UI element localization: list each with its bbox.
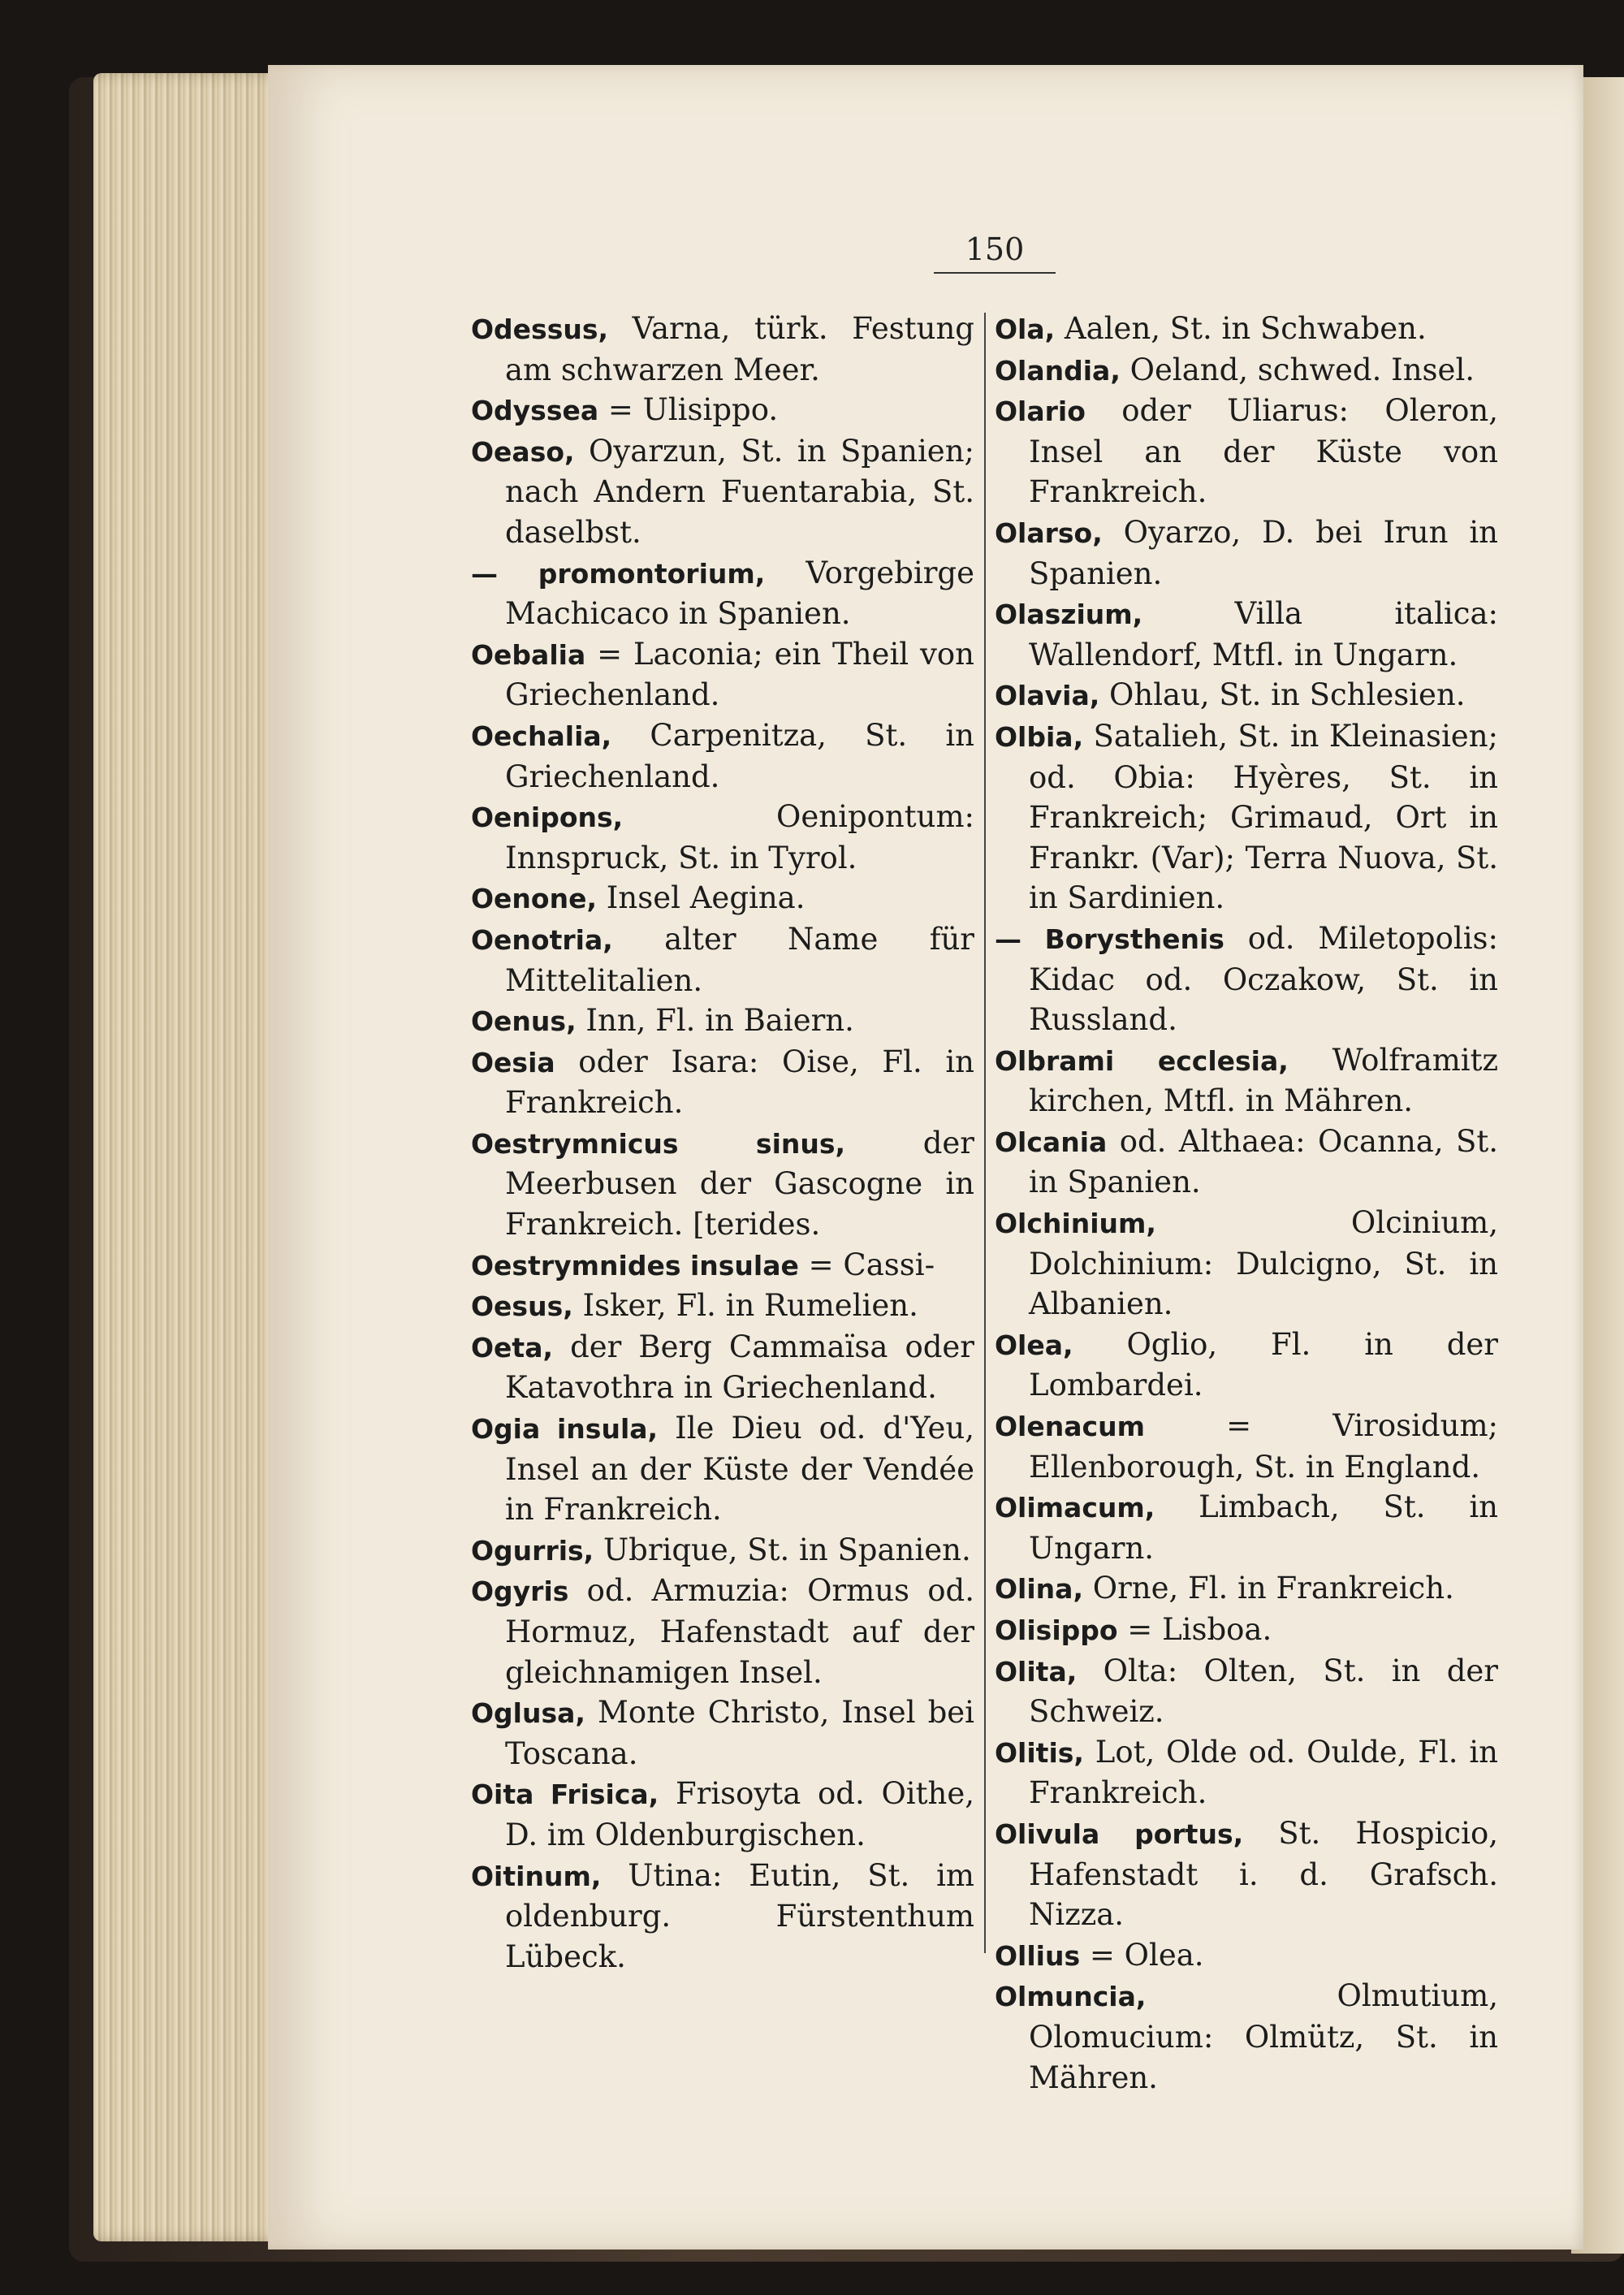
entry-headword: Olita, [995,1655,1078,1688]
entry-definition: Utina: Eutin, St. im oldenburg. Fürstenthum Lübeck. [505,1857,974,1974]
entry-definition: Olcinium, Dolchinium: Dulcigno, St. in Albanien. [1029,1205,1498,1322]
entry-headword: Odessus, [471,313,609,345]
dictionary-entry [471,1530,974,1571]
dictionary-entry [471,1571,974,1692]
entry-definition: Monte Christo, Insel bei Toscana. [505,1695,974,1771]
entry-headword: Oechalia, [471,720,612,752]
entry-definition: oder Isara: Oise, Fl. in Frankreich. [505,1044,974,1121]
entry-definition: Olta: Olten, St. in der Schweiz. [1029,1653,1498,1730]
dictionary-entry [995,1651,1498,1732]
dictionary-entry [471,878,974,919]
entry-headword: Olavia, [995,680,1100,712]
entry-definition: der Berg Cammaïsa oder Katavothra in Griechenland. [505,1329,974,1406]
entry-definition: = Virosidum; Ellenborough, St. in England. [1029,1408,1498,1485]
entry-headword: — Borysthenis [995,923,1224,955]
dictionary-entry [471,1774,974,1855]
dictionary-entry [995,391,1498,512]
dictionary-entry [471,1042,974,1123]
entry-definition: der Meerbusen der Gascogne in Frankreich. [terides. [505,1125,974,1243]
dictionary-entry [995,1568,1498,1610]
dictionary-entry [471,1286,974,1327]
entry-definition: = Laconia; ein Theil von Griechenland. [505,636,974,713]
dictionary-entry [995,309,1498,350]
entry-headword: Ogia insula, [471,1413,659,1446]
dictionary-entry [995,1976,1498,2098]
entry-definition: Isker, Fl. in Rumelien. [572,1288,918,1324]
entry-definition: Varna, türk. Festung am schwarzen Meer. [505,311,974,387]
entry-definition: = Cassi- [798,1247,935,1282]
dictionary-entry [471,1327,974,1408]
entry-definition: oder Uliarus: Oleron, Insel an der Küste von Frankreich. [1029,393,1498,510]
right-column [995,309,1498,2098]
dictionary-entry [995,1813,1498,1935]
entry-headword: Oitinum, [471,1860,602,1892]
entry-headword: Ollius [995,1939,1081,1972]
page-number-rule [934,272,1056,274]
entry-definition: Ubrique, St. in Spanien. [594,1532,971,1567]
dictionary-entry [995,512,1498,594]
dictionary-entry [995,350,1498,391]
dictionary-entry [471,1245,974,1286]
entry-headword: Ogyris [471,1575,569,1608]
entry-definition: Insel Aegina. [597,880,806,916]
dictionary-entry [995,1487,1498,1568]
dictionary-entry [471,309,974,390]
dictionary-entry [471,390,974,431]
entry-definition: od. Armuzia: Ormus od. Hormuz, Hafenstadt auf der gleichnamigen Insel. [505,1573,974,1690]
entry-headword: Olchinium, [995,1208,1156,1240]
entry-headword: Olimacum, [995,1492,1155,1524]
dictionary-entry [995,1122,1498,1203]
dictionary-entry [995,1203,1498,1325]
entry-definition: = Olea. [1080,1937,1204,1973]
entry-definition: od. Althaea: Ocanna, St. in Spanien. [1029,1123,1498,1200]
entry-headword: Olbia, [995,720,1084,753]
dictionary-entry [995,594,1498,675]
column-divider [984,313,986,1953]
entry-definition: Orne, Fl. in Frankreich. [1082,1571,1454,1606]
dictionary-entry [995,716,1498,918]
entry-definition: Ohlau, St. in Schlesien. [1099,677,1466,713]
entry-headword: Olitis, [995,1736,1084,1769]
dictionary-entry [471,797,974,878]
entry-definition: Wolframitz kirchen, Mtfl. in Mähren. [1029,1042,1498,1119]
dictionary-entry [995,1732,1498,1813]
entry-definition: Olmutium, Olomucium: Olmütz, St. in Mähren. [1029,1978,1498,2095]
entry-definition: Oglio, Fl. in der Lombardei. [1029,1326,1498,1403]
entry-definition: Ile Dieu od. d'Yeu, Insel an der Küste der Vendée in Frankreich. [505,1411,974,1528]
entry-definition: od. Miletopolis: Kidac od. Oczakow, St. in Russland. [1029,920,1498,1038]
entry-headword: Ogurris, [471,1534,594,1567]
dictionary-entry [995,1040,1498,1122]
dictionary-entry [471,634,974,715]
entry-definition: = Lisboa. [1117,1612,1272,1647]
entry-headword: Olina, [995,1573,1083,1606]
entry-headword: Olarso, [995,516,1103,549]
entry-headword: Oenotria, [471,923,613,956]
left-column [471,309,974,1977]
dictionary-entry [471,715,974,797]
entry-headword: Oestrymnicus sinus, [471,1127,846,1160]
entry-headword: Olea, [995,1329,1073,1361]
dictionary-entry [471,1408,974,1530]
entry-definition: Oenipontum: Innspruck, St. in Tyrol. [505,799,974,875]
entry-headword: Olaszium, [995,599,1143,631]
dictionary-entry [995,1935,1498,1977]
entry-headword: Oenus, [471,1005,577,1038]
entry-headword: Olmuncia, [995,1981,1147,2013]
entry-definition: = Ulisippo. [598,392,779,428]
entry-definition: St. Hospicio, Hafenstadt i. d. Grafsch. Nizza. [1029,1815,1498,1933]
dictionary-entry [995,1325,1498,1406]
dictionary-entry [471,431,974,553]
entry-headword: Olisippo [995,1614,1118,1646]
entry-definition: Oeland, schwed. Insel. [1120,352,1475,387]
dictionary-entry [995,1406,1498,1487]
entry-headword: Oeaso, [471,435,575,468]
dictionary-entry [995,918,1498,1040]
entry-headword: Oebalia [471,638,586,671]
entry-headword: Olcania [995,1126,1108,1158]
entry-headword: Oesus, [471,1290,573,1323]
dictionary-entry [471,919,974,1001]
dictionary-entry [471,1001,974,1042]
dictionary-entry [471,1123,974,1245]
dictionary-entry [995,675,1498,716]
entry-headword: Olandia, [995,354,1121,387]
entry-definition: Lot, Olde od. Oulde, Fl. in Frankreich. [1029,1734,1498,1811]
entry-headword: Oenipons, [471,802,624,834]
entry-definition: Oyarzun, St. in Spanien; nach Andern Fuentarabia, St. daselbst. [505,433,974,550]
entry-headword: Olenacum [995,1411,1145,1443]
entry-headword: Ola, [995,313,1056,345]
entry-definition: Frisoyta od. Oithe, D. im Oldenburgischen. [505,1776,974,1852]
entry-definition: Satalieh, St. in Kleinasien; od. Obia: Hyères, St. in Frankreich; Grimaud, Ort in Frankr. (Var); Terra Nuova, St. in Sardinien. [1029,718,1498,916]
entry-headword: Oestrymnides insulae [471,1249,799,1281]
page-number: 150 [965,231,1025,267]
entry-definition: Inn, Fl. in Baiern. [576,1003,854,1039]
entry-definition: Aalen, St. in Schwaben. [1055,311,1427,346]
dictionary-entry [471,1692,974,1774]
entry-headword: Odyssea [471,395,599,427]
entry-headword: Oita Frisica, [471,1779,659,1811]
dictionary-entry [471,1856,974,1977]
entry-headword: Olario [995,395,1086,428]
entry-headword: Oglusa, [471,1697,585,1730]
entry-headword: Oesia [471,1046,555,1078]
entry-headword: Olbrami ecclesia, [995,1044,1289,1077]
entry-headword: Oeta, [471,1331,554,1364]
dictionary-entry [471,553,974,634]
entry-definition: Limbach, St. in Ungarn. [1029,1489,1498,1566]
entry-definition: Villa italica: Wallendorf, Mtfl. in Ungarn. [1029,596,1498,672]
entry-headword: Olivula portus, [995,1817,1244,1850]
dictionary-entry [995,1610,1498,1651]
entry-definition: Oyarzo, D. bei Irun in Spanien. [1029,514,1498,591]
entry-headword: — promontorium, [471,557,766,590]
entry-headword: Oenone, [471,883,598,915]
entry-definition: Vorgebirge Machicaco in Spanien. [505,555,974,632]
entry-definition: alter Name für Mittelitalien. [505,921,974,998]
page-edges [93,73,288,2241]
entry-definition: Carpenitza, St. in Griechenland. [505,717,974,794]
